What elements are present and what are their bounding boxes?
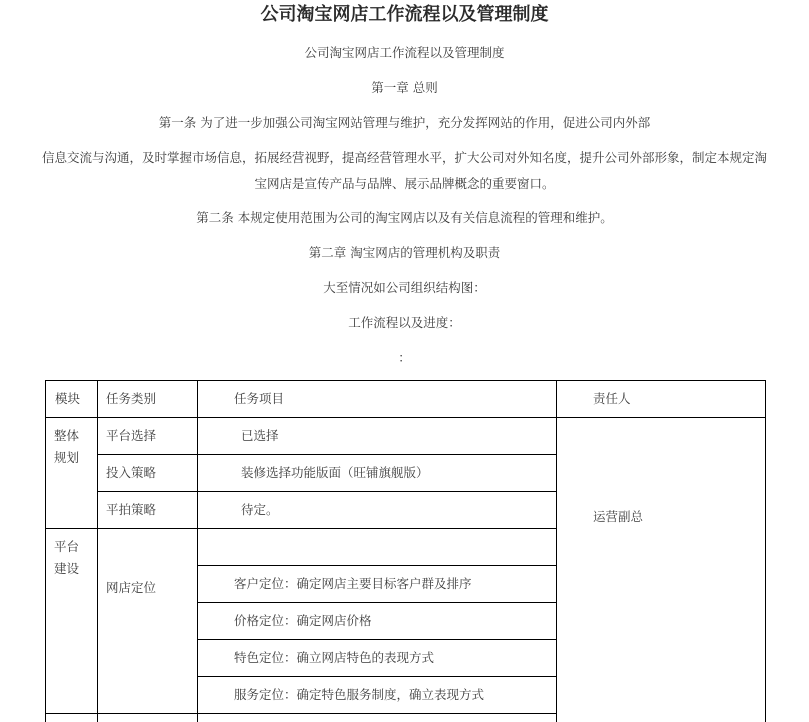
article-1-line-1: 第一条 为了进一步加强公司淘宝网站管理与维护，充分发挥网站的作用，促进公司内外部	[158, 115, 651, 130]
task-item-cell: 待定。	[241, 502, 279, 517]
table-column-rule	[97, 380, 98, 722]
task-item-cell: 价格定位：确定网店价格	[234, 613, 372, 628]
task-type-cell: 平台选择	[106, 428, 157, 443]
table-rule	[97, 491, 556, 492]
task-type-storefront: 网店定位	[106, 580, 157, 595]
header-task-item: 任务项目	[234, 391, 285, 406]
header-task-type: 任务类别	[106, 391, 157, 406]
table-column-rule	[556, 380, 557, 722]
table-rule	[45, 713, 556, 714]
task-type-cell: 平拍策略	[106, 502, 157, 517]
table-rule	[45, 528, 556, 529]
table-border-top	[45, 380, 765, 381]
task-item-cell: 服务定位：确定特色服务制度，确立表现方式	[234, 687, 485, 702]
task-item-cell: 装修选择功能版面（旺铺旗舰版）	[241, 465, 429, 480]
table-rule	[45, 417, 765, 418]
article-1-line-2: 信息交流与沟通，及时掌握市场信息，拓展经营视野，提高经营管理水平，扩大公司对外知名度，提升公司外部形象，制定本规定淘宝网店是宣传产品与品牌、展示品牌概念的重要窗口。	[41, 150, 767, 191]
table-rule	[97, 454, 556, 455]
chapter-2-heading: 第二章 淘宝网店的管理机构及职责	[308, 245, 501, 260]
table-rule	[197, 565, 556, 566]
task-type-cell: 投入策略	[106, 465, 157, 480]
task-item-cell: 客户定位：确定网店主要目标客户群及排序	[234, 576, 472, 591]
task-item-cell: 特色定位：确立网店特色的表现方式	[234, 650, 435, 665]
table-rule	[197, 639, 556, 640]
subtitle: 公司淘宝网店工作流程以及管理制度	[304, 45, 505, 60]
article-2: 第二条 本规定使用范围为公司的淘宝网店以及有关信息流程的管理和维护。	[196, 210, 613, 225]
module-platform-building: 平台建设	[54, 539, 80, 576]
header-owner: 责任人	[593, 391, 631, 406]
colon-line: ：	[398, 350, 411, 365]
chapter-1-heading: 第一章 总则	[371, 80, 438, 95]
table-column-rule	[197, 380, 198, 722]
table-border-right	[765, 380, 766, 722]
table-rule	[197, 602, 556, 603]
module-overall-planning: 整体规划	[54, 428, 80, 465]
page-title: 公司淘宝网店工作流程以及管理制度	[260, 4, 549, 25]
table-border-left	[45, 380, 46, 722]
workflow-note: 工作流程以及进度：	[348, 315, 461, 330]
table-rule	[197, 676, 556, 677]
org-chart-note: 大至情况如公司组织结构图：	[323, 280, 486, 295]
task-item-cell: 已选择	[241, 428, 279, 443]
owner-value: 运营副总	[593, 509, 644, 524]
header-module: 模块	[55, 391, 81, 406]
